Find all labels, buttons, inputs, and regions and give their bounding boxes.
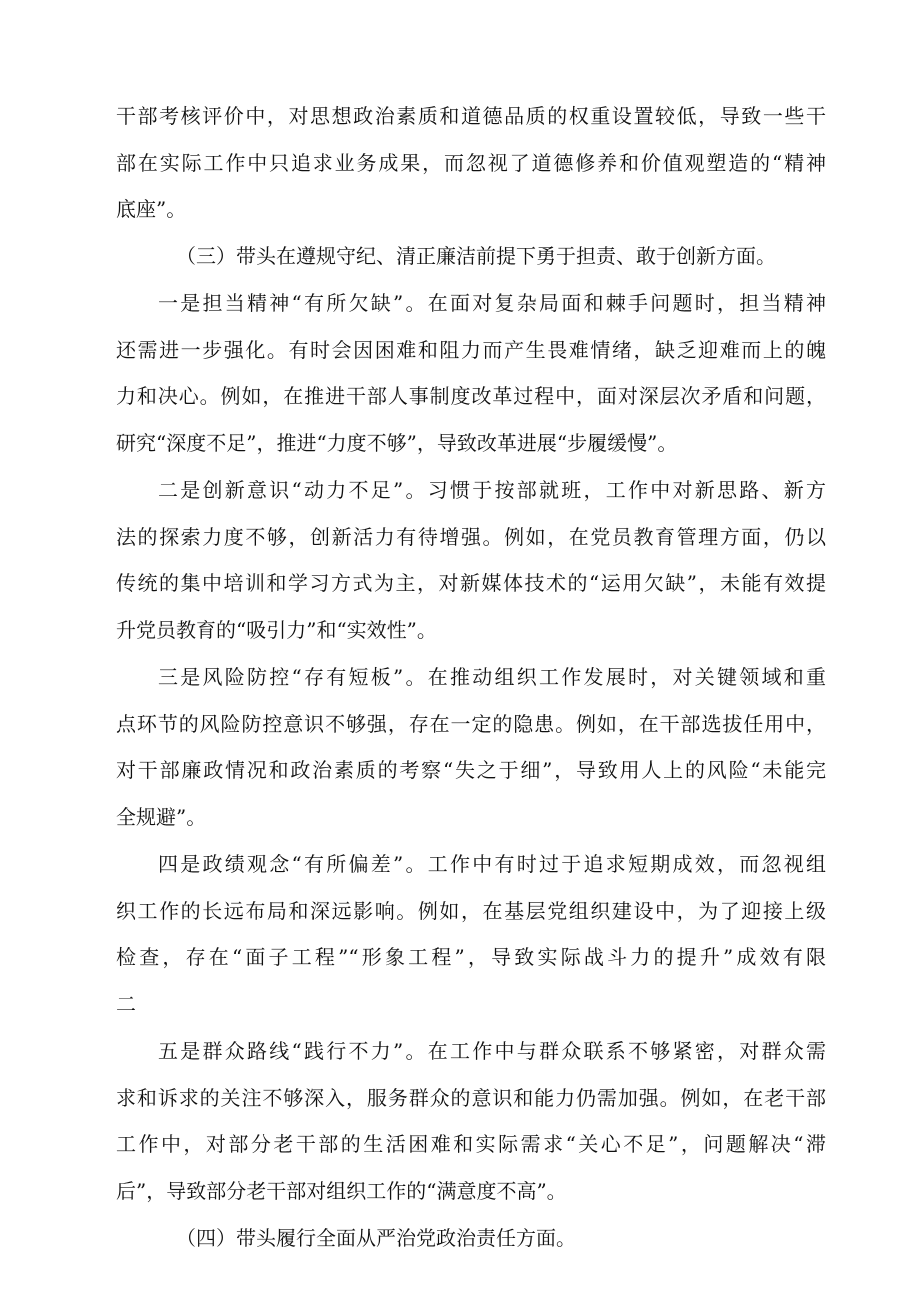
text-line: 对干部廉政情况和政治素质的考察“失之于细”，导致用人上的风险“未能完 xyxy=(116,758,826,782)
text-line: 后”，导致部分老干部对组织工作的“满意度不高”。 xyxy=(116,1179,567,1203)
text-line: 织工作的长远布局和深远影响。例如，在基层党组织建设中，为了迎接上级 xyxy=(116,899,826,923)
text-line: 工作中，对部分老干部的生活困难和实际需求“关心不足”，问题解决“滞 xyxy=(116,1132,826,1156)
text-line: 二是创新意识“动力不足”。习惯于按部就班，工作中对新思路、新方 xyxy=(158,478,826,502)
text-line: 点环节的风险防控意识不够强，存在一定的隐患。例如，在干部选拔任用中， xyxy=(116,712,826,736)
text-line: 五是群众路线“践行不力”。在工作中与群众联系不够紧密，对群众需 xyxy=(158,1039,826,1063)
text-line: 传统的集中培训和学习方式为主，对新媒体技术的“运用欠缺”，未能有效提 xyxy=(116,571,826,595)
text-line: 三是风险防控“存有短板”。在推动组织工作发展时，对关键领域和重 xyxy=(158,665,826,689)
text-line: 研究“深度不足”，推进“力度不够”，导致改革进展“步履缓慢”。 xyxy=(116,431,678,455)
text-line: 二 xyxy=(116,992,136,1016)
text-line: 一是担当精神“有所欠缺”。在面对复杂局面和棘手问题时，担当精神 xyxy=(158,291,826,315)
text-line: 全规避”。 xyxy=(116,805,207,829)
text-line: 求和诉求的关注不够深入，服务群众的意识和能力仍需加强。例如，在老干部 xyxy=(116,1086,826,1110)
text-line: 法的探索力度不够，创新活力有待增强。例如，在党员教育管理方面，仍以 xyxy=(116,525,826,549)
text-line: 还需进一步强化。有时会因困难和阻力而产生畏难情绪，缺乏迎难而上的魄 xyxy=(116,338,826,362)
text-line: 力和决心。例如，在推进干部人事制度改革过程中，面对深层次矛盾和问题， xyxy=(116,384,826,408)
text-line: 检查，存在“面子工程”“形象工程”，导致实际战斗力的提升”成效有限 xyxy=(116,945,826,969)
text-line: 升党员教育的“吸引力”和“实效性”。 xyxy=(116,618,437,642)
section-heading: （三）带头在遵规守纪、清正廉洁前提下勇于担责、敢于创新方面。 xyxy=(176,244,776,268)
text-line: 部在实际工作中只追求业务成果，而忽视了道德修养和价值观塑造的“精神 xyxy=(116,151,826,175)
text-line: 底座”。 xyxy=(116,197,187,221)
section-heading: （四）带头履行全面从严治党政治责任方面。 xyxy=(176,1226,576,1250)
text-line: 干部考核评价中，对思想政治素质和道德品质的权重设置较低，导致一些干 xyxy=(116,104,826,128)
text-line: 四是政绩观念“有所偏差”。工作中有时过于追求短期成效，而忽视组 xyxy=(158,852,826,876)
